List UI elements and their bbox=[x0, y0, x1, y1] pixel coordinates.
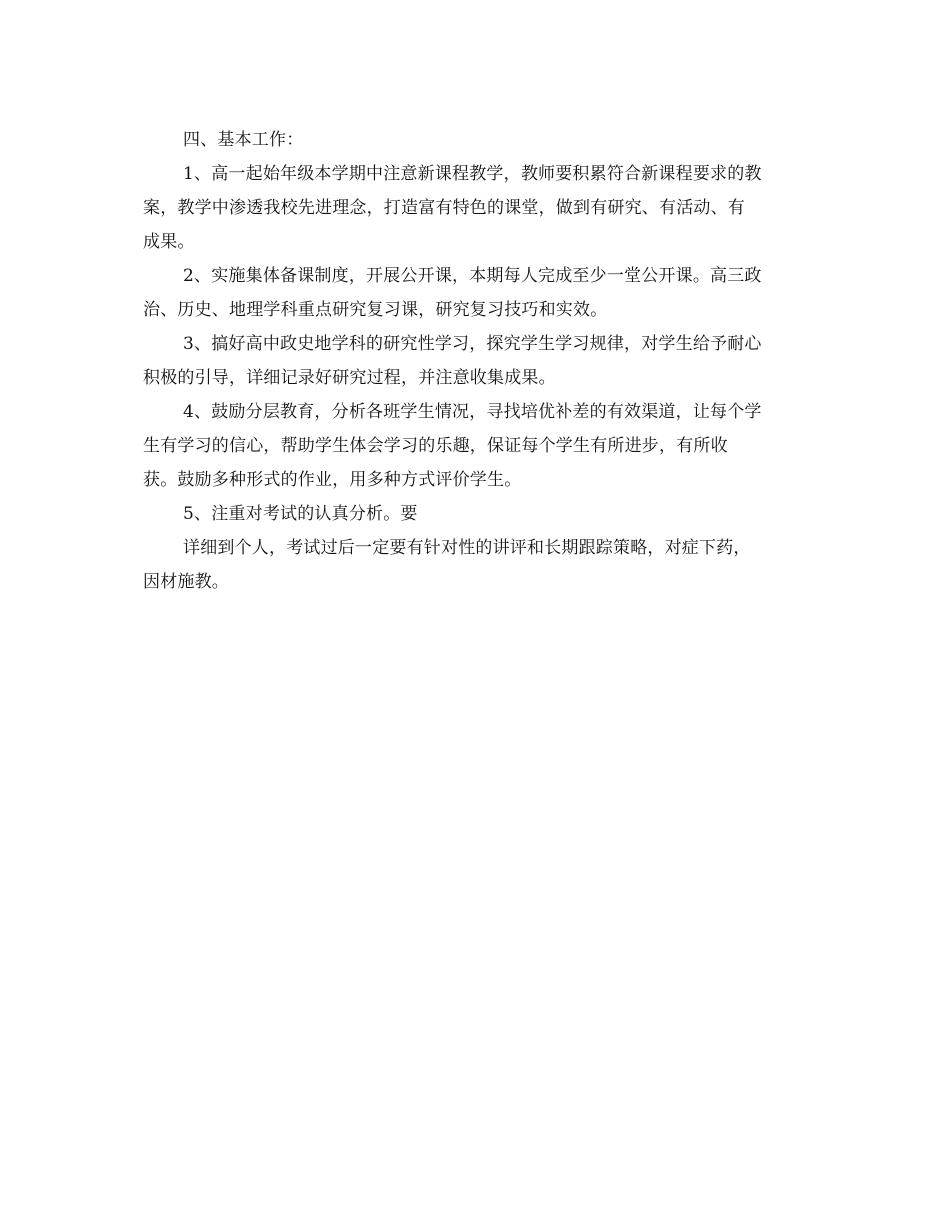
paragraph-5 bbox=[143, 502, 811, 526]
paragraph-4 bbox=[143, 400, 811, 492]
paragraph-line: 生有学习的信心，帮助学生体会学习的乐趣，保证每个学生有所进步，有所收 bbox=[143, 436, 728, 456]
paragraph-line: 3、搞好高中政史地学科的研究性学习，探究学生学习规律，对学生给予耐心 bbox=[183, 334, 762, 354]
paragraph-line: 4、鼓励分层教育，分析各班学生情况，寻找培优补差的有效渠道，让每个学 bbox=[183, 402, 762, 422]
paragraph-line: 获。鼓励多种形式的作业，用多种方式评价学生。 bbox=[143, 470, 522, 490]
paragraph-line: 积极的引导，详细记录好研究过程，并注意收集成果。 bbox=[143, 368, 556, 388]
paragraph-line: 成果。 bbox=[143, 232, 195, 252]
paragraph-line: 详细到个人，考试过后一定要有针对性的讲评和长期跟踪策略，对症下药， bbox=[183, 538, 751, 558]
document-body bbox=[143, 128, 811, 594]
paragraph-line: 2、实施集体备课制度，开展公开课，本期每人完成至少一堂公开课。高三政 bbox=[183, 266, 762, 286]
paragraph-1 bbox=[143, 162, 811, 254]
paragraph-3 bbox=[143, 332, 811, 390]
paragraph-line: 1、高一起始年级本学期中注意新课程教学，教师要积累符合新课程要求的教 bbox=[183, 164, 762, 184]
paragraph-line: 治、历史、地理学科重点研究复习课，研究复习技巧和实效。 bbox=[143, 300, 608, 320]
paragraph-line: 因材施教。 bbox=[143, 572, 229, 592]
paragraph-6 bbox=[143, 536, 811, 594]
paragraph-2 bbox=[143, 264, 811, 322]
paragraph-line: 5、注重对考试的认真分析。要 bbox=[183, 504, 418, 524]
section-heading: 四、基本工作： bbox=[183, 130, 304, 150]
paragraph-line: 案，教学中渗透我校先进理念，打造富有特色的课堂，做到有研究、有活动、有 bbox=[143, 198, 745, 218]
